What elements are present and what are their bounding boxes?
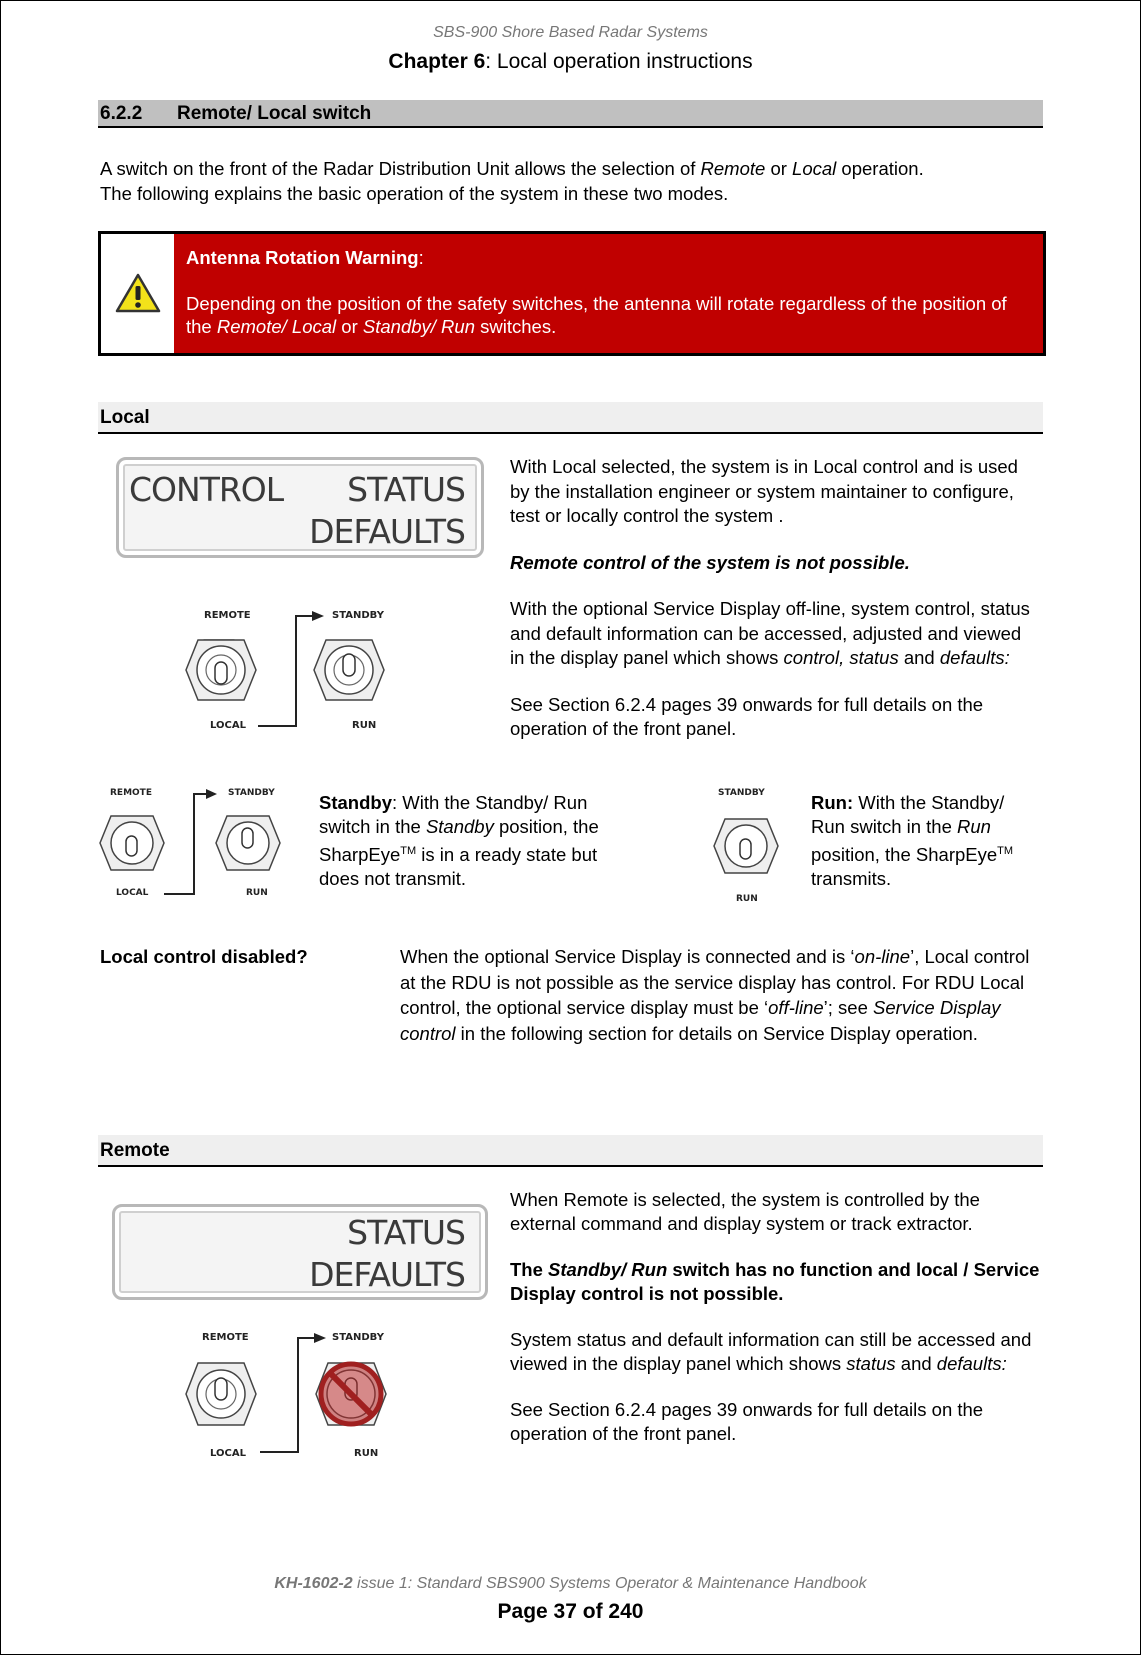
footer-doc: KH-1602-2 issue 1: Standard SBS900 Systems Operator & Maintenance Handbook [274, 1575, 867, 1592]
page-number: Page 37 of 240 [497, 1600, 644, 1623]
lcd-control: CONTROL [129, 470, 284, 509]
label-standby: STANDBY [332, 610, 384, 621]
warning-text: Antenna Rotation Warning: Depending on the position of the safety switches, the antenna will rotate regardless of the position of the Remote/ Local or Standby/ Run switches. [174, 234, 1043, 353]
warning-box [98, 231, 1046, 356]
local-p1: With Local selected, the system is in Local control and is used by the installation engineer or system maintainer to configure, test or locally control the system . [510, 456, 1018, 526]
warning-body: Depending on the position of the safety switches, the antenna will rotate regardless of the position of the Remote/ Local or Standby/ Run switches. [186, 293, 1007, 337]
section-heading [98, 100, 1043, 128]
remote-p2: The Standby/ Run switch has no function and local / Service Display control is not possible. [510, 1259, 1040, 1304]
run-graphics [712, 784, 802, 908]
standby-switch-diagram: REMOTE STANDBY LOCAL RUN [98, 784, 303, 902]
local-heading: Local [98, 402, 1043, 434]
local-p4: See Section 6.2.4 pages 39 onwards for full details on the operation of the front panel. [510, 693, 984, 739]
intro-paragraph: A switch on the front of the Radar Distribution Unit allows the selection of Remote or Local operation. The following explains the basic operation of the system in these two modes. [100, 158, 924, 204]
remote-p1: When Remote is selected, the system is controlled by the external command and display system or track extractor. [510, 1189, 980, 1234]
local-p3: With the optional Service Display off-line, system control, status and default information can be accessed, adjusted and viewed in the display panel which shows control, status and defaults: [510, 598, 1030, 668]
local-text [510, 455, 1040, 742]
remote-text [510, 1188, 1040, 1446]
local-switch-diagram [184, 604, 414, 734]
lcd-defaults: DEFAULTS [309, 512, 465, 551]
run-text: Run: With the Standby/ Run switch in the Run position, the SharpEye™ transmits. [811, 792, 1014, 890]
standby-graphics [98, 784, 303, 902]
local-disabled-text: When the optional Service Display is connected and is ‘on-line’, Local control at the RDU is not possible as the service display has control. For RDU Local control, the optional service display must be ‘off-line’; see Service Display control in the following section for details on Service Display operation. [400, 946, 1030, 1044]
local-disabled-label: Local control disabled? [100, 946, 308, 967]
section-title: Remote/ Local switch [177, 103, 372, 124]
remote-lcd-status: STATUS [347, 1213, 465, 1252]
warning-title: Antenna Rotation Warning [186, 247, 419, 268]
remote-p3: System status and default information can still be accessed and viewed in the display panel which shows status and defaults: [510, 1329, 1032, 1374]
label-run: RUN [352, 720, 377, 731]
standby-text: Standby: With the Standby/ Run switch in the Standby position, the SharpEye™ is in a ready state but does not transmit. [319, 792, 599, 890]
remote-heading: Remote [98, 1135, 1043, 1167]
remote-lcd-defaults: DEFAULTS [309, 1255, 465, 1294]
section-number: 6.2.2 [100, 103, 143, 124]
local-p2: Remote control of the system is not possible. [510, 551, 910, 573]
lcd-status: STATUS [347, 470, 465, 509]
label-remote: REMOTE [204, 610, 251, 621]
local-lcd-panel [116, 457, 484, 558]
remote-p4: See Section 6.2.4 pages 39 onwards for full details on the operation of the front panel. [510, 1399, 984, 1444]
remote-switch-graphics [184, 1326, 414, 1462]
remote-lcd-panel [112, 1204, 488, 1300]
warning-triangle-icon [115, 273, 161, 313]
label-local: LOCAL [210, 720, 246, 731]
chapter-title: Chapter 6: Local operation instructions [388, 50, 753, 73]
warning-icon-cell [101, 234, 174, 353]
run-switch-diagram: STANDBY RUN [712, 784, 802, 908]
remote-switch-diagram: REMOTE STANDBY LOCAL RUN [184, 1326, 414, 1462]
header-product: SBS-900 Shore Based Radar Systems [433, 24, 708, 41]
switch-graphics [184, 604, 414, 734]
